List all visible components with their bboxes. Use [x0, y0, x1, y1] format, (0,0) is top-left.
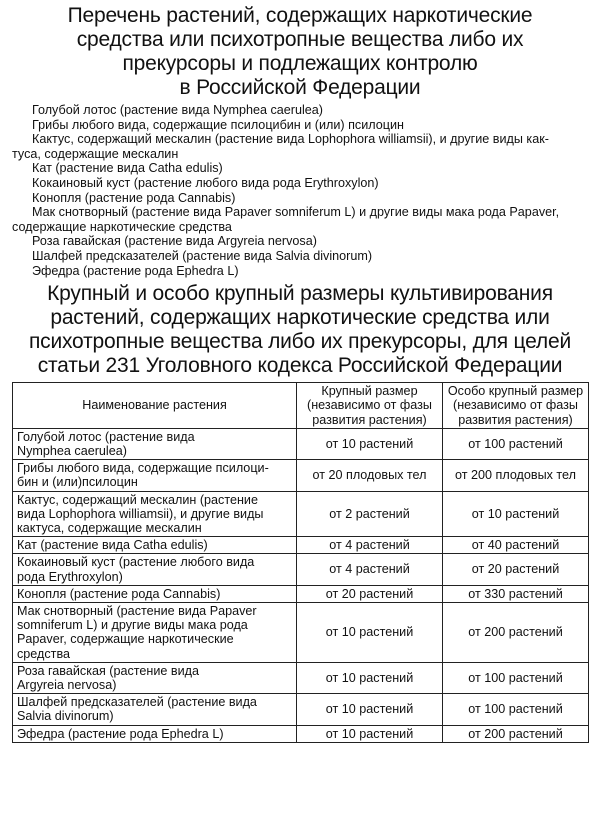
plant-name-cell: [13, 602, 297, 662]
plant-list-item-text: Кат (растение вида Catha edulis): [32, 161, 223, 176]
header-large-size: [297, 383, 443, 429]
extra-large-size-cell: от 10 растений: [443, 491, 589, 537]
cell-line: Мак снотворный (растение вида Papaver: [17, 603, 257, 618]
plant-list-item-text: Шалфей предсказателей (растение вида Salvia divinorum): [32, 248, 373, 263]
extra-large-size-cell: от 100 растений: [443, 662, 589, 693]
plant-list-item-text: Грибы любого вида, содержащие псилоцибин и (или) псилоцин: [32, 117, 404, 132]
plant-list-item-text: Мак снотворный (растение вида Papaver somniferum L) и другие виды мака рода Papaver,: [32, 205, 560, 220]
extra-large-size-cell: от 200 плодовых тел: [443, 460, 589, 491]
plant-name-cell: [13, 554, 297, 585]
large-size-cell: от 10 растений: [297, 725, 443, 742]
cell-line: развития растения): [458, 412, 573, 427]
table-row: [13, 491, 589, 537]
table-row: [13, 585, 589, 602]
large-size-cell: от 10 растений: [297, 428, 443, 459]
plant-name-cell: [13, 585, 297, 602]
large-size-cell: от 4 растений: [297, 554, 443, 585]
plant-list-item: [12, 264, 588, 279]
large-size-cell: от 10 растений: [297, 602, 443, 662]
plant-list-item-text: Роза гавайская (растение вида Argyreia nervosa): [32, 234, 317, 249]
cell-line: Кактус, содержащий мескалин (растение: [17, 492, 258, 507]
plant-list-item-text: содержащие наркотические средства: [12, 219, 232, 234]
cell-line: Голубой лотос (растение вида: [17, 429, 195, 444]
table-row: [13, 725, 589, 742]
cell-line: Кокаиновый куст (растение любого вида: [17, 555, 255, 570]
plant-list-item: [12, 118, 588, 133]
plant-list: [12, 103, 588, 278]
page-title: [12, 4, 588, 100]
cell-line: Кат (растение вида Catha edulis): [17, 538, 208, 553]
extra-large-size-cell: от 200 растений: [443, 602, 589, 662]
cell-line: Конопля (растение рода Cannabis): [17, 586, 221, 601]
cell-line: Nymphea caerulea): [17, 443, 127, 458]
cell-line: (независимо от фазы: [307, 398, 432, 413]
header-extra-large-size: [443, 383, 589, 429]
large-size-cell: от 4 растений: [297, 537, 443, 554]
table-header-row: [13, 383, 589, 429]
cell-line: Особо крупный размер: [447, 384, 584, 399]
cell-line: Эфедра (растение рода Ephedra L): [17, 726, 224, 741]
cell-line: Крупный размер: [321, 384, 418, 399]
table-body: [13, 428, 589, 742]
cell-line: рода Erythroxylon): [17, 569, 123, 584]
table-row: [13, 694, 589, 725]
table-row: [13, 602, 589, 662]
cell-line: Грибы любого вида, содержащие псилоци-: [17, 461, 269, 476]
cultivation-size-table: [12, 382, 589, 743]
cell-line: somniferum L) и другие виды мака рода: [17, 618, 248, 633]
plant-list-item-text: Конопля (растение рода Cannabis): [32, 190, 236, 205]
large-size-cell: от 20 плодовых тел: [297, 460, 443, 491]
cell-line: кактуса, содержащие мескалин: [17, 520, 202, 535]
cell-line: Salvia divinorum): [17, 709, 114, 724]
plant-list-item: [12, 249, 588, 264]
cell-line: (независимо от фазы: [453, 398, 578, 413]
plant-list-item-text: Эфедра (растение рода Ephedra L): [32, 263, 239, 278]
plant-name-cell: [13, 694, 297, 725]
extra-large-size-cell: от 40 растений: [443, 537, 589, 554]
large-size-cell: от 2 растений: [297, 491, 443, 537]
plant-name-cell: [13, 725, 297, 742]
plant-list-item: [12, 161, 588, 176]
plant-list-item-text: Голубой лотос (растение вида Nymphea caerulea): [32, 103, 323, 117]
plant-name-cell: [13, 491, 297, 537]
title-line: Перечень растений, содержащих наркотические: [67, 4, 533, 27]
title-line: прекурсоры и подлежащих контролю: [122, 52, 478, 75]
large-size-cell: от 10 растений: [297, 694, 443, 725]
cell-line: Шалфей предсказателей (растение вида: [17, 695, 257, 710]
cell-line: Papaver, содержащие наркотические: [17, 632, 234, 647]
title-line: средства или психотропные вещества либо их: [76, 28, 524, 51]
subtitle-line: Крупный и особо крупный размеры культивирования: [47, 282, 553, 306]
plant-list-item-text: Кокаиновый куст (растение любого вида рода Erythroxylon): [32, 175, 379, 190]
cell-line: вида Lophophora williamsii), и другие виды: [17, 506, 264, 521]
cell-line: Argyreia nervosa): [17, 677, 117, 692]
cell-line: средства: [17, 646, 70, 661]
table-title: [12, 282, 588, 378]
plant-list-item: [12, 234, 588, 249]
plant-list-item: [12, 103, 588, 118]
plant-name-cell: [13, 428, 297, 459]
table-row: [13, 662, 589, 693]
subtitle-line: статьи 231 Уголовного кодекса Российской Федерации: [37, 354, 563, 378]
cell-line: Роза гавайская (растение вида: [17, 663, 200, 678]
large-size-cell: от 10 растений: [297, 662, 443, 693]
header-plant-name: Наименование растения: [13, 383, 297, 429]
plant-list-item: [12, 205, 588, 234]
plant-name-cell: [13, 537, 297, 554]
cell-line: развития растения): [312, 412, 427, 427]
plant-name-cell: [13, 662, 297, 693]
title-line: в Российской Федерации: [179, 76, 421, 99]
plant-list-item: [12, 132, 588, 161]
extra-large-size-cell: от 330 растений: [443, 585, 589, 602]
extra-large-size-cell: от 100 растений: [443, 428, 589, 459]
table-row: [13, 554, 589, 585]
plant-list-item: [12, 176, 588, 191]
plant-list-item: [12, 191, 588, 206]
subtitle-line: растений, содержащих наркотические средства или: [50, 306, 550, 330]
extra-large-size-cell: от 20 растений: [443, 554, 589, 585]
extra-large-size-cell: от 200 растений: [443, 725, 589, 742]
plant-list-item-text: Кактус, содержащий мескалин (растение вида Lophophora williamsii), и другие виды как-: [32, 132, 549, 147]
table-row: [13, 460, 589, 491]
subtitle-line: психотропные вещества либо их прекурсоры, для целей: [28, 330, 571, 354]
table-row: [13, 428, 589, 459]
plant-name-cell: [13, 460, 297, 491]
large-size-cell: от 20 растений: [297, 585, 443, 602]
plant-list-item-text: туса, содержащие мескалин: [12, 146, 179, 161]
table-row: [13, 537, 589, 554]
cell-line: бин и (или)псилоцин: [17, 475, 138, 490]
extra-large-size-cell: от 100 растений: [443, 694, 589, 725]
